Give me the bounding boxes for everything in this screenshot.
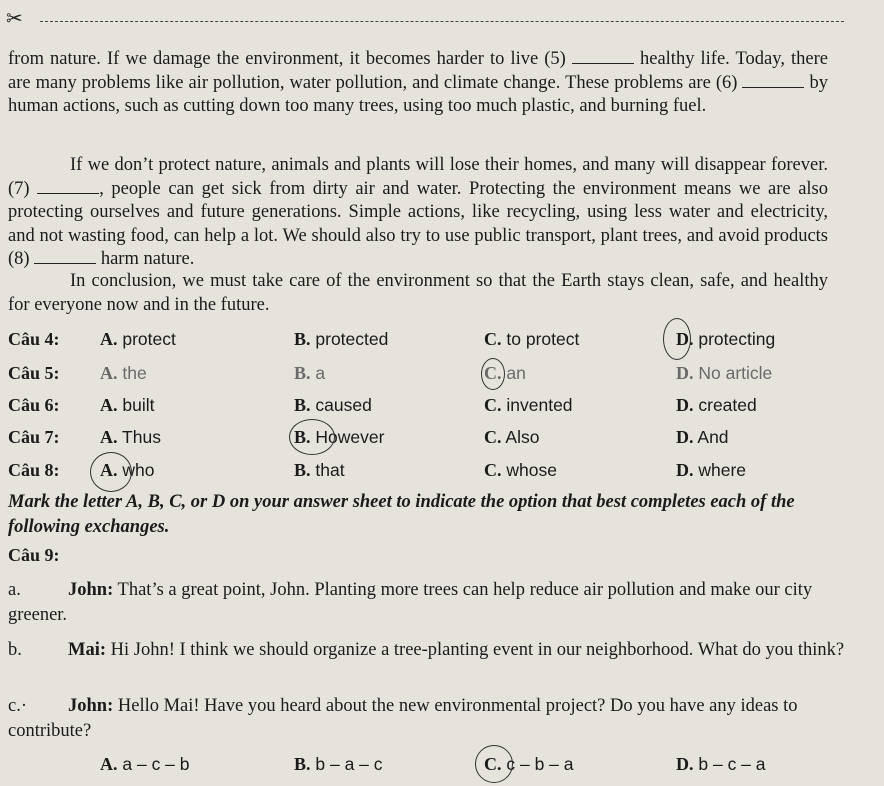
option-a: A. protect bbox=[100, 329, 176, 349]
option-a: A. Thus bbox=[100, 427, 161, 447]
section-instruction: Mark the letter A, B, C, or D on your answer sheet to indicate the option that best completes each of the following exchanges. bbox=[8, 492, 795, 537]
option-d: D. created bbox=[676, 395, 757, 415]
option-d: D. where bbox=[676, 460, 747, 480]
question-9-label: Câu 9: bbox=[8, 545, 60, 565]
answer-circle-q4 bbox=[663, 318, 691, 360]
option-c: C. an bbox=[484, 363, 526, 383]
blank-8 bbox=[34, 249, 96, 264]
passage-paragraph-2: If we don’t protect nature, animals and plants will lose their homes, and many will disappear forever. (7) , people can get sick from dirty air and water. Protecting the environment means we are also protecting ourselves and future generations. Simple actions, like recycling, using less water and electricity, and not wasting food, can help a lot. We should also try to use public transport, plant trees, and avoid products (8) harm nature. bbox=[8, 155, 829, 269]
option-d: D. protecting bbox=[676, 329, 776, 349]
answer-circle-q5 bbox=[481, 358, 505, 390]
exchange-line-a: a. John: That’s a great point, John. Planting more trees can help reduce air pollution and make our city greener. bbox=[8, 580, 813, 625]
blank-6 bbox=[742, 73, 804, 88]
option-c: C. to protect bbox=[484, 329, 580, 349]
answer-circle-q8 bbox=[90, 452, 132, 492]
option-a: A. built bbox=[100, 395, 155, 415]
answer-circle-q9 bbox=[475, 745, 513, 783]
option-c: C. whose bbox=[484, 460, 557, 480]
cut-line bbox=[0, 0, 884, 30]
exchange-line-b: b. Mai: Hi John! I think we should organize a tree-planting event in our neighborhood. What do you think? bbox=[8, 640, 845, 660]
option-d: D. And bbox=[676, 427, 729, 447]
scissors-icon: ✂ bbox=[6, 6, 23, 30]
exchange-line-c: c.· John: Hello Mai! Have you heard about the new environmental project? Do you have any ideas to contribute? bbox=[8, 696, 798, 741]
answer-circle-q7 bbox=[289, 419, 335, 455]
option-b: B. However bbox=[294, 427, 385, 447]
option-a: A. the bbox=[100, 363, 147, 383]
option-a: A. who bbox=[100, 460, 155, 480]
option-c: C. invented bbox=[484, 395, 573, 415]
option-b: B. caused bbox=[294, 395, 372, 415]
passage-paragraph-3: In conclusion, we must take care of the environment so that the Earth stays clean, safe, and healthy for everyone now and in the future. bbox=[8, 271, 828, 315]
option-d: D. b – c – a bbox=[676, 754, 766, 774]
option-b: B. protected bbox=[294, 329, 389, 349]
option-b: B. b – a – c bbox=[294, 754, 383, 774]
option-b: B. a bbox=[294, 363, 326, 383]
passage-paragraph-1: from nature. If we damage the environment, it becomes harder to live (5) healthy life. Today, there are many problems like air pollution, water pollution, and climate change. These problems are (6) by human actions, such as cutting down too many trees, using too much plastic, and burning fuel. bbox=[8, 49, 828, 116]
dashed-divider bbox=[40, 21, 844, 22]
option-c: C. c – b – a bbox=[484, 754, 574, 774]
blank-5 bbox=[572, 49, 634, 64]
option-b: B. that bbox=[294, 460, 345, 480]
option-a: A. a – c – b bbox=[100, 754, 190, 774]
option-c: C. Also bbox=[484, 427, 540, 447]
option-d: D. No article bbox=[676, 363, 773, 383]
blank-7 bbox=[37, 179, 99, 194]
